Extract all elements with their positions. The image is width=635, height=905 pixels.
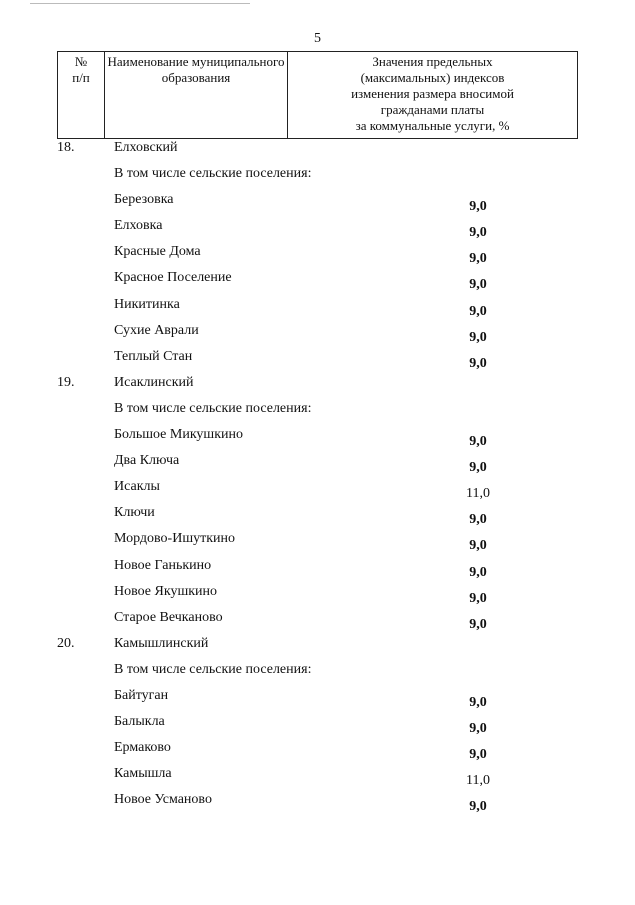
municipality-name: Никитинка — [114, 296, 180, 312]
table-row — [0, 766, 635, 792]
table-row — [0, 140, 635, 166]
table-row — [0, 610, 635, 636]
table-row — [0, 688, 635, 714]
table-row — [0, 375, 635, 401]
table-row — [0, 218, 635, 244]
municipality-name: Новое Усманово — [114, 792, 212, 808]
municipality-name: Новое Ганькино — [114, 557, 212, 573]
index-value: 9,0 — [469, 251, 487, 267]
row-number: 19. — [57, 374, 75, 390]
index-value: 9,0 — [469, 616, 487, 632]
index-value: 9,0 — [469, 721, 487, 737]
index-value: 11,0 — [466, 773, 490, 789]
table-row — [0, 401, 635, 427]
table-row — [0, 584, 635, 610]
header-col-number: № п/п — [58, 52, 105, 138]
table-row — [0, 166, 635, 192]
municipality-name: Исаклы — [114, 479, 160, 495]
municipality-name: Елховка — [114, 218, 163, 234]
municipality-name: Камышла — [114, 766, 172, 782]
index-value: 9,0 — [469, 434, 487, 450]
index-value: 9,0 — [469, 303, 487, 319]
index-value: 9,0 — [469, 329, 487, 345]
table-row — [0, 244, 635, 270]
table-header — [57, 51, 578, 139]
municipality-name: Теплый Стан — [114, 348, 193, 364]
municipality-name: Мордово-Ишуткино — [114, 531, 236, 547]
page-number: 5 — [314, 31, 321, 46]
table-row — [0, 662, 635, 688]
municipality-name: Два Ключа — [114, 453, 180, 469]
index-value: 9,0 — [469, 590, 487, 606]
municipality-name: Старое Вечканово — [114, 609, 223, 625]
table-row — [0, 349, 635, 375]
table-row — [0, 427, 635, 453]
index-value: 9,0 — [469, 747, 487, 763]
index-value: 9,0 — [469, 277, 487, 293]
table-row — [0, 740, 635, 766]
header-col-value: Значения предельных (максимальных) индексов изменения размера вносимой гражданами платы за коммунальные услуги, % — [351, 54, 514, 133]
table-row — [0, 714, 635, 740]
table-row — [0, 558, 635, 584]
row-number: 20. — [57, 635, 75, 651]
municipality-name: В том числе сельские поселения: — [114, 400, 312, 416]
index-value: 9,0 — [469, 694, 487, 710]
table-row — [0, 636, 635, 662]
index-value: 9,0 — [469, 460, 487, 476]
municipality-name: Елховский — [114, 140, 178, 155]
table-row — [0, 453, 635, 479]
index-value: 9,0 — [469, 225, 487, 241]
municipality-name: Сухие Аврали — [114, 322, 199, 338]
table-row — [0, 297, 635, 323]
index-value: 9,0 — [469, 355, 487, 371]
municipality-name: Камышлинский — [114, 635, 209, 651]
municipality-name: Красные Дома — [114, 244, 201, 260]
table-body — [0, 140, 635, 818]
municipality-name: Балыкла — [114, 714, 165, 730]
scan-edge-line — [30, 3, 250, 4]
municipality-name: Большое Микушкино — [114, 427, 244, 443]
table-row — [0, 505, 635, 531]
index-value: 9,0 — [469, 799, 487, 815]
index-value: 9,0 — [469, 564, 487, 580]
index-value: 9,0 — [469, 199, 487, 215]
index-value: 11,0 — [466, 486, 490, 502]
municipality-name: В том числе сельские поселения: — [114, 166, 312, 182]
municipality-name: Исаклинский — [114, 374, 194, 390]
municipality-name: В том числе сельские поселения: — [114, 661, 312, 677]
table-row — [0, 479, 635, 505]
table-row — [0, 270, 635, 296]
header-col-name: Наименование муниципального образования — [105, 52, 288, 138]
table-row — [0, 192, 635, 218]
municipality-name: Ключи — [114, 505, 155, 521]
municipality-name: Ермаково — [114, 740, 171, 756]
index-value: 9,0 — [469, 538, 487, 554]
municipality-name: Новое Якушкино — [114, 583, 218, 599]
index-value: 9,0 — [469, 512, 487, 528]
municipality-name: Красное Поселение — [114, 270, 232, 286]
table-row — [0, 323, 635, 349]
row-number: 18. — [57, 140, 75, 155]
municipality-name: Байтуган — [114, 687, 169, 703]
table-row — [0, 531, 635, 557]
municipality-name: Березовка — [114, 192, 174, 208]
table-row — [0, 792, 635, 818]
